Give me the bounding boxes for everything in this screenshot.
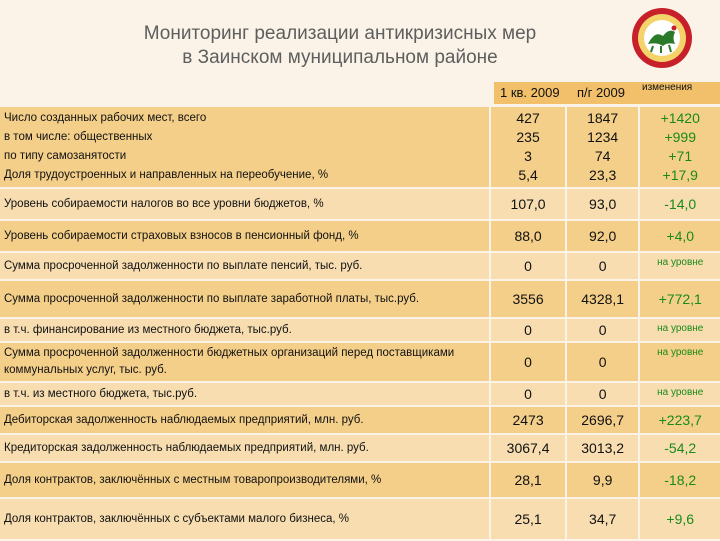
value-q1: 0	[489, 343, 565, 381]
table-row	[0, 343, 720, 381]
value-change: -18,2	[638, 463, 720, 497]
table-row	[0, 463, 720, 497]
value-change: на уровне	[638, 383, 720, 405]
row-label: Кредиторская задолженность наблюдаемых предприятий, млн. руб.	[0, 435, 489, 461]
value-h1: 0	[565, 253, 639, 279]
value-change: +223,7	[638, 407, 720, 433]
value-q1: 3067,4	[489, 435, 565, 461]
row-label: Доля трудоустроенных и направленных на переобучение, %	[4, 169, 329, 181]
title-line-1: Мониторинг реализации антикризисных мер	[143, 23, 537, 44]
row-label: Уровень собираемости страховых взносов в пенсионный фонд, %	[0, 221, 489, 251]
value-h1: 1847	[587, 110, 619, 126]
value-change: +4,0	[638, 221, 720, 251]
table-row	[0, 253, 720, 279]
table-row	[0, 319, 720, 341]
value-q1: 235	[516, 129, 540, 145]
value-h1: 9,9	[565, 463, 639, 497]
value-change: +9,6	[638, 499, 720, 539]
table-row	[0, 107, 720, 187]
value-change: +1420	[660, 110, 700, 126]
header-col3: изменения	[642, 82, 693, 93]
row-label: в т.ч. из местного бюджета, тыс.руб.	[0, 383, 489, 405]
title-line-2: в Заинском муниципальном районе	[182, 47, 498, 68]
value-change: на уровне	[638, 343, 720, 381]
value-h1: 0	[565, 319, 639, 341]
value-h1: 4328,1	[565, 281, 639, 317]
table-row	[0, 189, 720, 219]
value-q1: 107,0	[489, 189, 565, 219]
value-h1: 93,0	[565, 189, 639, 219]
header-col1: 1 кв. 2009	[500, 85, 560, 100]
value-change: -14,0	[638, 189, 720, 219]
value-h1: 0	[565, 383, 639, 405]
value-q1: 2473	[489, 407, 565, 433]
value-change: +772,1	[638, 281, 720, 317]
row-label: Дебиторская задолженность наблюдаемых предприятий, млн. руб.	[0, 407, 489, 433]
value-q1: 3556	[489, 281, 565, 317]
value-h1: 3013,2	[565, 435, 639, 461]
value-q1: 28,1	[489, 463, 565, 497]
value-h1: 23,3	[589, 167, 617, 183]
row-label: Уровень собираемости налогов во все уровни бюджетов, %	[0, 189, 489, 219]
row-label: Сумма просроченной задолженности по выплате заработной платы, тыс.руб.	[0, 281, 489, 317]
table-row	[0, 281, 720, 317]
row-label: в том числе: общественных	[4, 131, 153, 143]
value-q1: 0	[489, 319, 565, 341]
table-header	[494, 82, 720, 104]
value-change: -54,2	[638, 435, 720, 461]
value-change: на уровне	[638, 253, 720, 279]
row-label: Доля контрактов, заключённых с местным товаропроизводителями, %	[0, 463, 489, 497]
row-label: по типу самозанятости	[4, 150, 127, 162]
value-q1: 0	[489, 383, 565, 405]
value-h1: 74	[594, 148, 611, 164]
value-q1: 0	[489, 253, 565, 279]
monitoring-table	[0, 105, 720, 541]
tatarstan-emblem-icon	[617, 6, 707, 70]
value-q1: 5,4	[518, 167, 538, 183]
table-row	[0, 407, 720, 433]
value-change: +999	[664, 129, 696, 145]
value-change: на уровне	[638, 319, 720, 341]
value-q1: 25,1	[489, 499, 565, 539]
row-label: Сумма просроченной задолженности бюджетных организаций перед поставщиками коммунальных услуг, тыс. руб.	[0, 343, 489, 381]
page-title	[120, 22, 560, 70]
table-row	[0, 435, 720, 461]
value-change: +71	[668, 148, 693, 164]
value-q1: 3	[524, 148, 532, 164]
value-h1: 92,0	[565, 221, 639, 251]
row-label: Число созданных рабочих мест, всего	[4, 112, 207, 124]
value-h1: 1234	[587, 129, 619, 145]
value-h1: 0	[565, 343, 639, 381]
table-row	[0, 221, 720, 251]
value-change: +17,9	[662, 167, 698, 183]
value-h1: 34,7	[565, 499, 639, 539]
row-label: в т.ч. финансирование из местного бюджета, тыс.руб.	[0, 319, 489, 341]
header-col2: п/г 2009	[577, 85, 625, 100]
value-q1: 427	[516, 110, 540, 126]
row-label: Доля контрактов, заключённых с субъектами малого бизнеса, %	[0, 499, 489, 539]
table-row	[0, 499, 720, 539]
table-row	[0, 383, 720, 405]
row-label: Сумма просроченной задолженности по выплате пенсий, тыс. руб.	[0, 253, 489, 279]
value-h1: 2696,7	[565, 407, 639, 433]
value-q1: 88,0	[489, 221, 565, 251]
